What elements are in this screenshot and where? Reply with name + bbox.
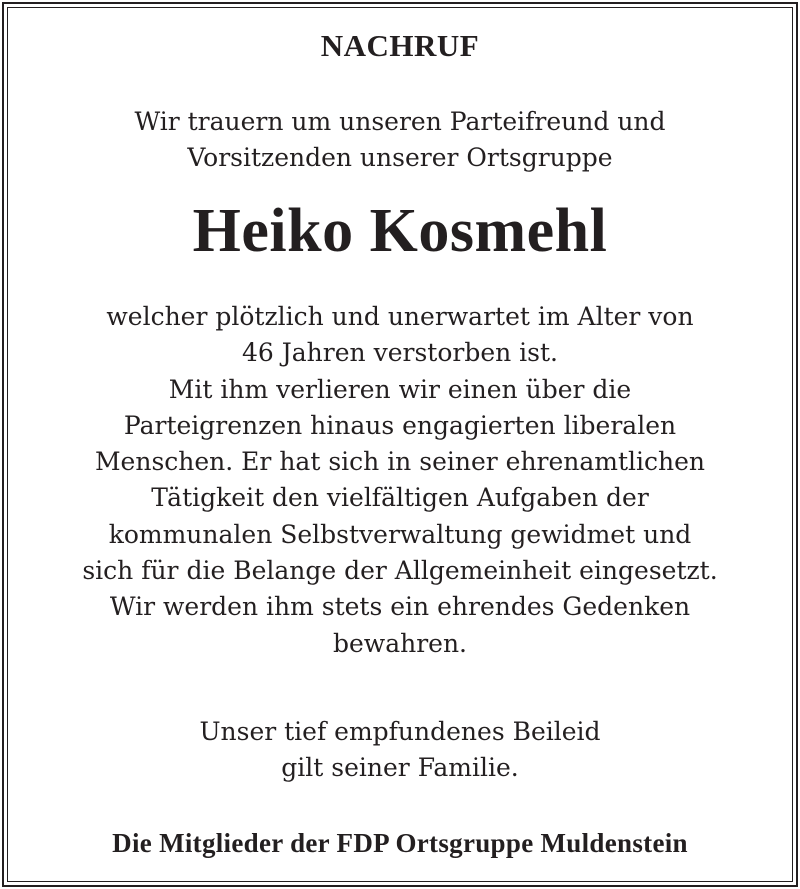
tribute-line: Wir werden ihm stets ein ehrendes Gedenken <box>109 592 691 622</box>
tribute-line: Tätigkeit den vielfältigen Aufgaben der <box>151 483 649 513</box>
intro-text <box>0 104 800 176</box>
notice-heading: NACHRUF <box>320 28 480 63</box>
condolence-line: Unser tief empfundenes Beileid <box>199 717 601 746</box>
condolence-line: gilt seiner Familie. <box>281 753 519 782</box>
intro-line: Wir trauern um unseren Parteifreund und <box>134 107 666 136</box>
tribute-line: Parteigrenzen hinaus engagierten liberalen <box>123 410 677 440</box>
deceased-name: Heiko Kosmehl <box>192 197 608 265</box>
tribute-line: sich für die Belange der Allgemeinheit eingesetzt. <box>82 556 718 586</box>
tribute-line: welcher plötzlich und unerwartet im Alter von <box>106 302 694 331</box>
tribute-line: kommunalen Selbstverwaltung gewidmet und <box>108 519 692 549</box>
tribute-line: Menschen. Er hat sich in seiner ehrenamtlichen <box>94 447 706 477</box>
tribute-line: 46 Jahren verstorben ist. <box>242 338 558 368</box>
tribute-line: Mit ihm verlieren wir einen über die <box>168 374 632 404</box>
intro-line: Vorsitzenden unserer Ortsgruppe <box>187 143 613 172</box>
signature-line: Die Mitglieder der FDP Ortsgruppe Muldenstein <box>112 828 688 858</box>
tribute-text <box>0 299 800 662</box>
condolence-text <box>0 714 800 786</box>
tribute-line: bewahren. <box>333 628 467 658</box>
